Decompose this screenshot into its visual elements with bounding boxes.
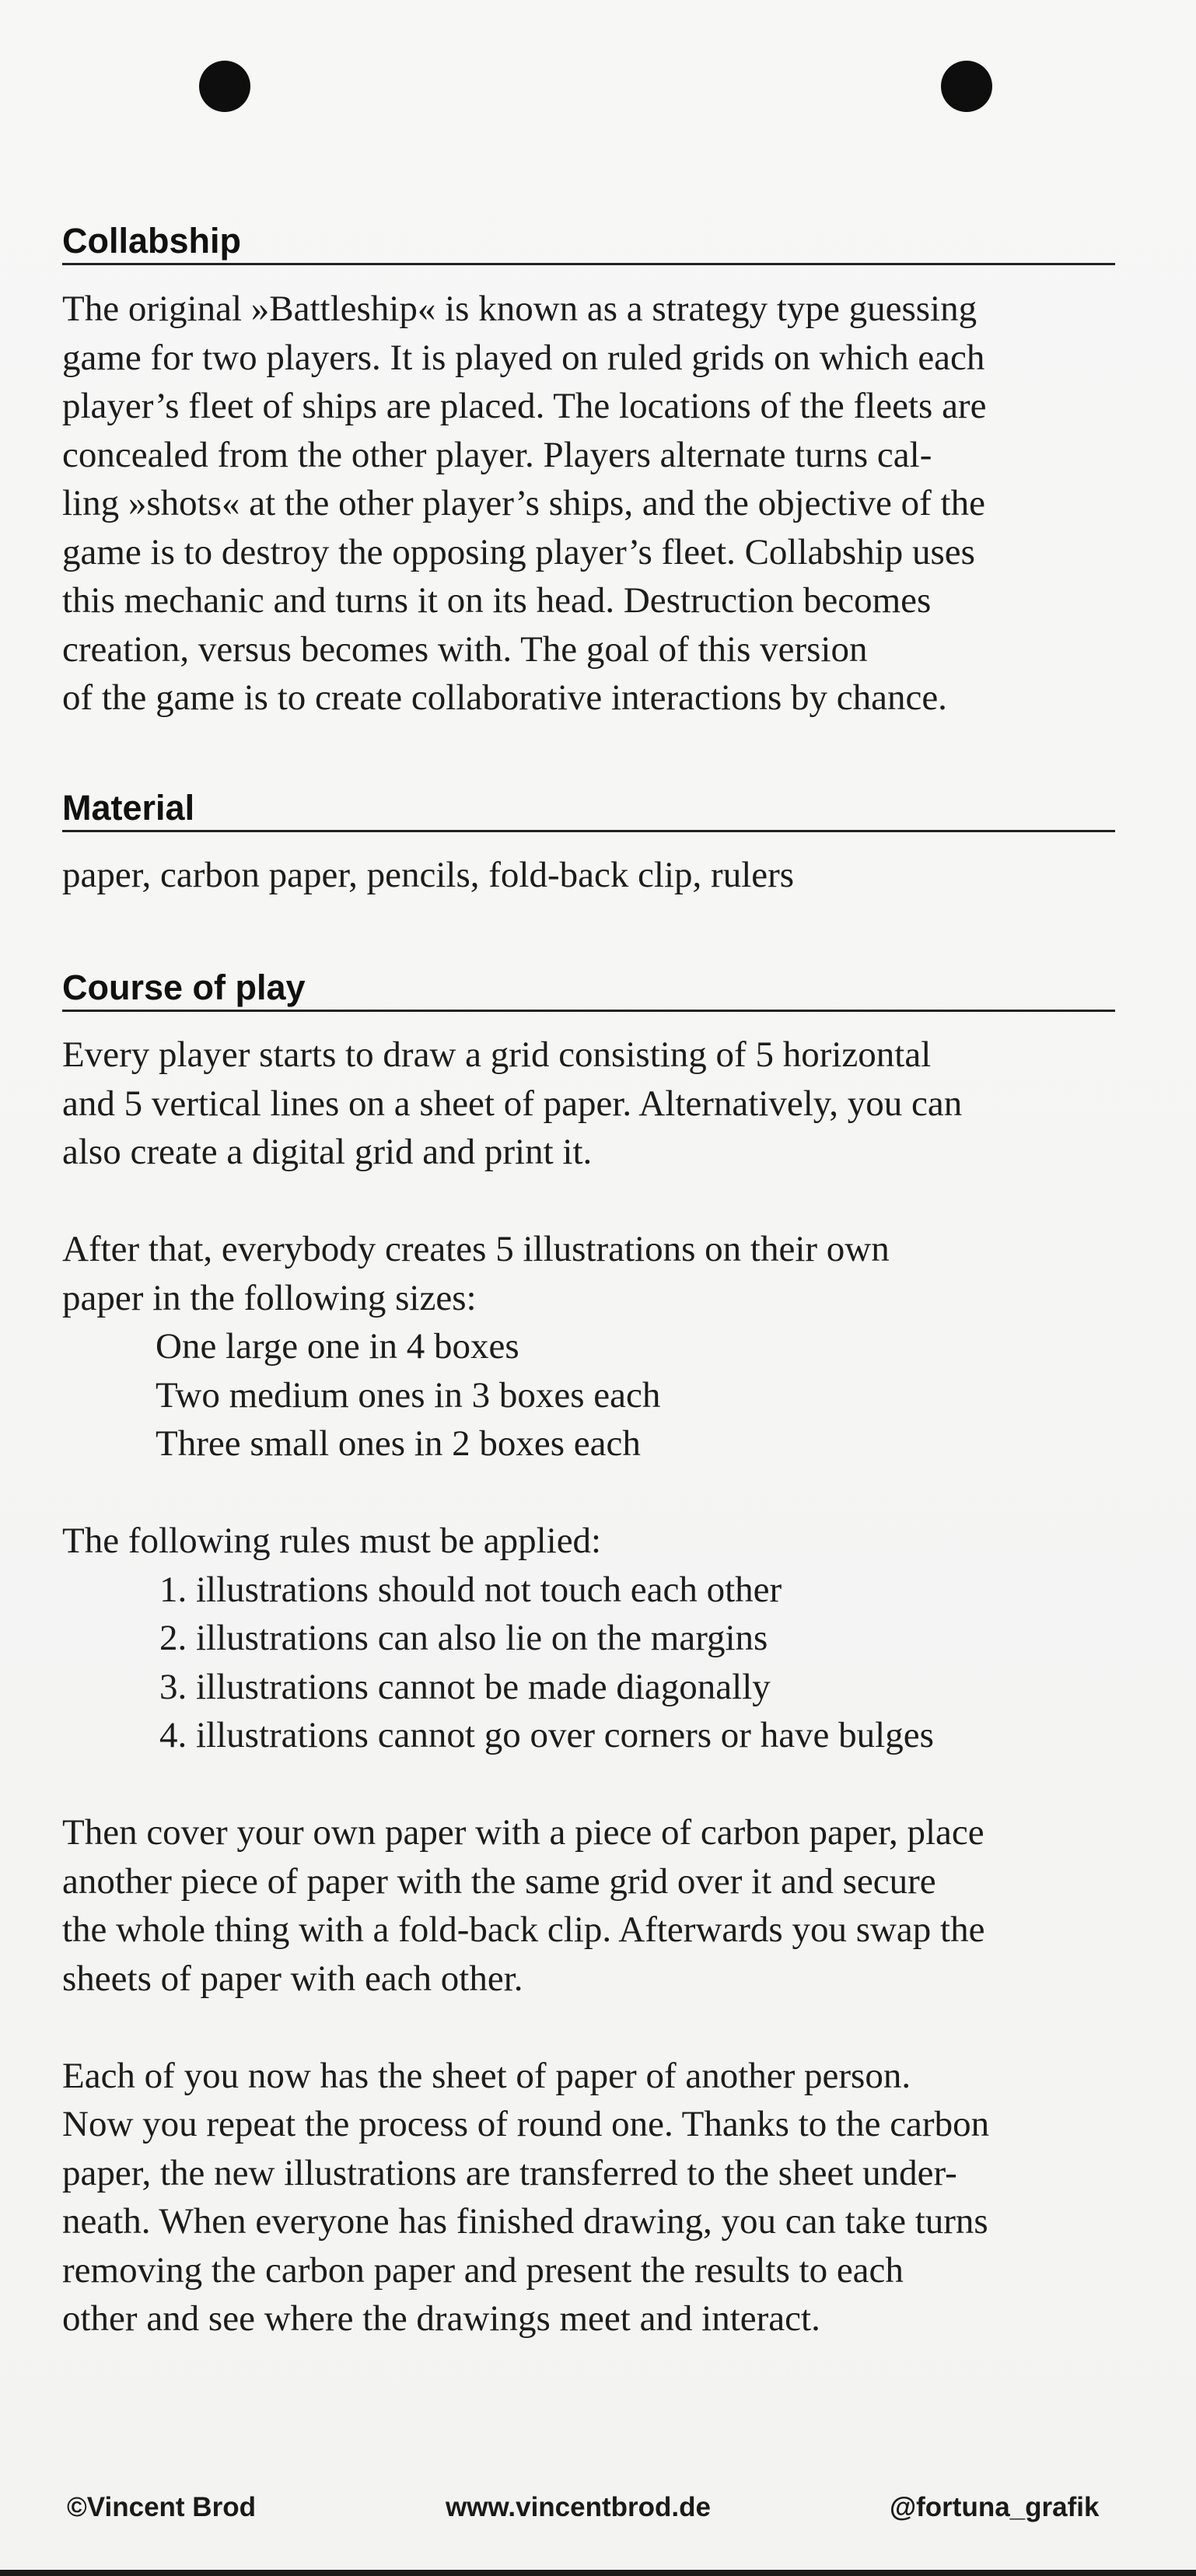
text-line: game is to destroy the opposing player’s fleet. Collabship uses (62, 531, 975, 572)
text-line: also create a digital grid and print it. (62, 1132, 593, 1172)
text-line: Now you repeat the process of round one. Thanks to the carbon (62, 2104, 990, 2144)
text-line: of the game is to create collaborative interactions by chance. (62, 677, 947, 718)
rule-item: 1. illustrations should not touch each other (159, 1569, 782, 1610)
text-line: Each of you now has the sheet of paper of another person. (62, 2055, 911, 2096)
rule-item: 4. illustrations cannot go over corners or have bulges (159, 1715, 934, 1755)
blank-line (62, 1468, 1128, 1517)
punch-hole-right (941, 61, 992, 112)
text-line: The original »Battleship« is known as a strategy type guessing (62, 289, 977, 329)
footer-copyright: ©Vincent Brod (67, 2492, 256, 2522)
rules-intro: The following rules must be applied: (62, 1521, 602, 1561)
size-item: Two medium ones in 3 boxes each (156, 1374, 661, 1416)
material-line: paper, carbon paper, pencils, fold-back clip, rulers (62, 855, 795, 895)
material-list (62, 851, 1128, 900)
text-line: paper, the new illustrations are transferred to the sheet under- (62, 2152, 957, 2193)
text-line: and 5 vertical lines on a sheet of paper. Alternatively, you can (62, 1083, 963, 1124)
text-line: paper in the following sizes: (62, 1277, 477, 1318)
blank-line (62, 2003, 1128, 2052)
text-line: ling »shots« at the other player’s ships, and the objective of the (62, 483, 985, 523)
text-line: creation, versus becomes with. The goal of this version (62, 628, 868, 670)
rule-item: 3. illustrations cannot be made diagonally (159, 1666, 771, 1707)
text-line: other and see where the drawings meet and interact. (62, 2298, 820, 2339)
bottom-edge (0, 2570, 1196, 2576)
size-item: Three small ones in 2 boxes each (156, 1423, 641, 1464)
footer-website[interactable]: www.vincentbrod.de (446, 2492, 711, 2522)
blank-line (62, 1760, 1128, 1809)
text-line: sheets of paper with each other. (62, 1958, 523, 1999)
punch-hole-left (199, 61, 250, 112)
text-line: this mechanic and turns it on its head. Destruction becomes (62, 580, 932, 621)
blank-line (62, 1177, 1128, 1226)
text-line: the whole thing with a fold-back clip. Afterwards you swap the (62, 1909, 985, 1950)
rule-item: 2. illustrations can also lie on the margins (159, 1618, 768, 1658)
collabship-description (62, 285, 1128, 723)
section-title-course-of-play: Course of play (62, 968, 1115, 1012)
section-title-material: Material (62, 788, 1115, 832)
course-of-play-text (62, 1031, 1128, 2343)
text-line: Then cover your own paper with a piece of carbon paper, place (62, 1812, 984, 1853)
text-line: game for two players. It is played on ruled grids on which each (62, 337, 985, 378)
footer-handle[interactable]: @fortuna_grafik (890, 2492, 1100, 2522)
section-title-collabship: Collabship (62, 221, 1115, 265)
text-line: neath. When everyone has finished drawing, you can take turns (62, 2201, 988, 2242)
text-line: another piece of paper with the same grid over it and secure (62, 1860, 936, 1902)
text-line: removing the carbon paper and present the results to each (62, 2249, 904, 2291)
size-item: One large one in 4 boxes (156, 1326, 519, 1367)
text-line: concealed from the other player. Players alternate turns cal- (62, 434, 932, 475)
text-line: player’s fleet of ships are placed. The locations of the fleets are (62, 386, 987, 426)
text-line: After that, everybody creates 5 illustrations on their own (62, 1229, 890, 1269)
text-line: Every player starts to draw a grid consisting of 5 horizontal (62, 1034, 932, 1075)
